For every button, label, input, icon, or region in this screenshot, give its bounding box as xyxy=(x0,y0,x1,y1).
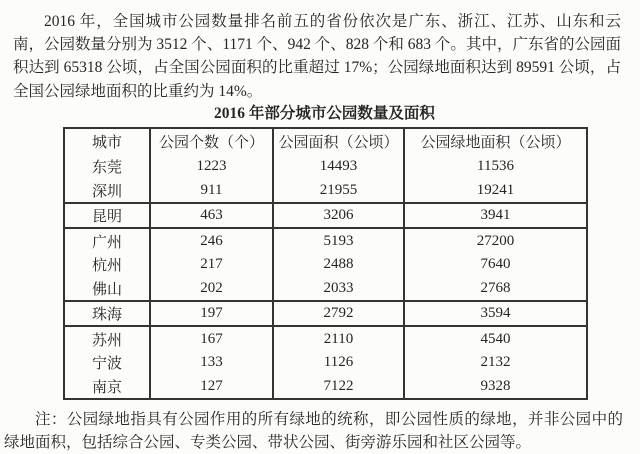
park-count-cell: 246 xyxy=(150,228,273,253)
park-count-cell: 202 xyxy=(150,276,273,301)
table-row xyxy=(64,178,587,203)
col-header-green-area: 公园绿地面积（公顷） xyxy=(404,128,587,155)
table-title: 2016 年部分城市公园数量及面积 xyxy=(214,104,435,122)
park-count-cell: 911 xyxy=(150,178,273,203)
table-row xyxy=(64,203,587,229)
intro-paragraph: 2016 年，全国城市公园数量排名前五的省份依次是广东、浙江、江苏、山东和云南，公园数量分别为 3512 个、1171 个、942 个、828 个和 683 个。其中，广东省的公园面积达到 65318 公顷，占全国公园面积的比重超过 17%；公园绿地面积达到 89591 公顷，占全国公园绿地面积的比重约为 14%。 xyxy=(13,13,621,100)
green-area-cell: 2132 xyxy=(404,351,587,375)
park-count-cell: 197 xyxy=(150,301,273,327)
city-cell: 宁波 xyxy=(91,356,122,373)
green-area-cell: 7640 xyxy=(404,253,587,277)
park-count-cell: 167 xyxy=(150,326,273,351)
parks-table xyxy=(63,127,588,400)
green-area-cell: 27200 xyxy=(404,228,587,253)
park-count-cell: 133 xyxy=(150,351,273,375)
footnote: 注：公园绿地指具有公园作用的所有绿地的统称，即公园性质的绿地，并非公园中的绿地面积，包括综合公园、专类公园、带状公园、街旁游乐园和社区公园等。 xyxy=(4,410,623,451)
city-cell: 东莞 xyxy=(91,160,122,177)
table-header-row xyxy=(64,128,587,155)
park-count-cell: 217 xyxy=(150,253,273,277)
table-body xyxy=(64,155,587,399)
city-cell: 珠海 xyxy=(64,301,150,327)
table-row xyxy=(64,326,587,351)
green-area-cell: 3941 xyxy=(404,203,587,229)
table-row xyxy=(64,374,587,399)
park-area-cell: 1126 xyxy=(273,351,404,375)
park-area-cell: 3206 xyxy=(273,203,404,229)
park-area-cell: 2488 xyxy=(273,253,404,277)
park-area-cell: 2033 xyxy=(273,276,404,301)
city-cell: 佛山 xyxy=(64,276,150,301)
city-cell: 杭州 xyxy=(91,258,122,275)
table-row xyxy=(64,301,587,327)
table-row xyxy=(64,155,587,179)
park-area-cell: 7122 xyxy=(273,374,404,399)
city-cell: 广州 xyxy=(91,234,122,251)
col-header-city: 城市 xyxy=(91,135,122,152)
col-header-park-area: 公园面积（公顷） xyxy=(273,128,404,155)
city-cell: 苏州 xyxy=(91,332,122,349)
green-area-cell: 19241 xyxy=(404,178,587,203)
city-cell: 昆明 xyxy=(64,203,150,229)
city-cell: 南京 xyxy=(91,379,122,396)
park-area-cell: 2110 xyxy=(273,326,404,351)
park-area-cell: 21955 xyxy=(273,178,404,203)
green-area-cell: 3594 xyxy=(404,301,587,327)
green-area-cell: 9328 xyxy=(404,374,587,399)
green-area-cell: 4540 xyxy=(404,326,587,351)
park-count-cell: 127 xyxy=(150,374,273,399)
table-row xyxy=(64,253,587,277)
park-area-cell: 14493 xyxy=(273,155,404,179)
city-cell: 深圳 xyxy=(64,178,150,203)
park-area-cell: 5193 xyxy=(273,228,404,253)
col-header-park-count: 公园个数（个） xyxy=(150,128,273,155)
table-row xyxy=(64,228,587,253)
park-count-cell: 463 xyxy=(150,203,273,229)
green-area-cell: 11536 xyxy=(404,155,587,179)
green-area-cell: 2768 xyxy=(404,276,587,301)
table-row xyxy=(64,351,587,375)
park-count-cell: 1223 xyxy=(150,155,273,179)
park-area-cell: 2792 xyxy=(273,301,404,327)
table-row xyxy=(64,276,587,301)
